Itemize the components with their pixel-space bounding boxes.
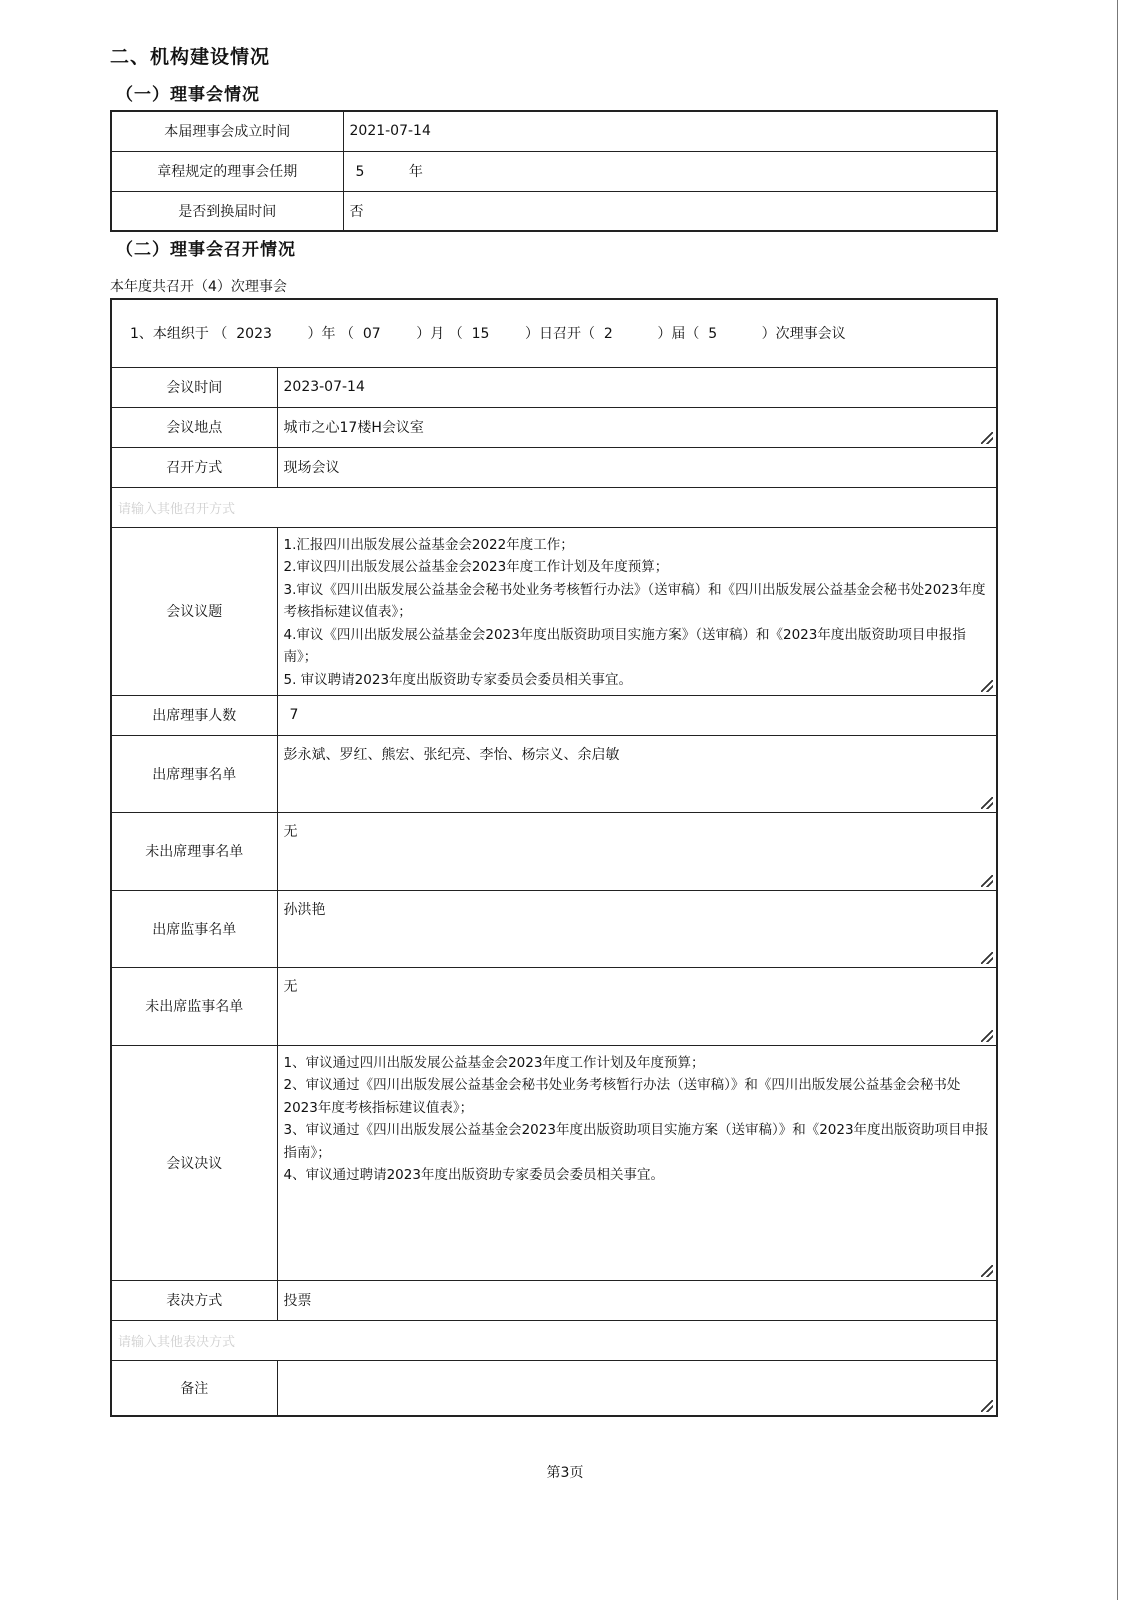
attendees-row <box>111 735 997 812</box>
absent-supervisors-value: 无 <box>283 978 298 995</box>
resize-handle-icon[interactable] <box>981 1030 993 1042</box>
board-established-row <box>111 111 997 151</box>
resize-handle-icon[interactable] <box>981 1265 993 1277</box>
resize-handle-icon[interactable] <box>981 432 993 444</box>
attendees-cell[interactable] <box>277 735 997 812</box>
meeting-time-label: 会议时间 <box>111 367 277 407</box>
attendees-label: 出席理事名单 <box>111 735 277 812</box>
resize-handle-icon[interactable] <box>981 952 993 964</box>
meeting-table <box>110 298 998 1417</box>
other-vote-row <box>111 1320 997 1360</box>
meeting-topics-label: 会议议题 <box>111 527 277 695</box>
other-vote-placeholder[interactable]: 请输入其他表决方式 <box>111 1320 997 1360</box>
absent-value: 无 <box>283 823 298 840</box>
board-reelection-row <box>111 191 997 231</box>
resolution-item: 1、审议通过四川出版发展公益基金会2023年度工作计划及年度预算； <box>283 1054 705 1071</box>
meeting-place-label: 会议地点 <box>111 407 277 447</box>
topic-item: 4.审议《四川出版发展公益基金会2023年度出版资助项目实施方案》（送审稿）和《2023年度出版资助项目申报指南》； <box>283 626 966 665</box>
absent-supervisors-label: 未出席监事名单 <box>111 967 277 1045</box>
board-term-label: 章程规定的理事会任期 <box>111 151 343 191</box>
board-info-table <box>110 110 998 232</box>
resize-handle-icon[interactable] <box>981 797 993 809</box>
meetings-subtitle: （二）理事会召开情况 <box>116 240 296 260</box>
other-mode-placeholder[interactable]: 请输入其他召开方式 <box>111 487 997 527</box>
resolution-item: 2、审议通过《四川出版发展公益基金会秘书处业务考核暂行办法（送审稿）》和《四川出版发展公益基金会秘书处2023年度考核指标建议值表》； <box>283 1077 961 1116</box>
topic-item: 3.审议《四川出版发展公益基金会秘书处业务考核暂行办法》（送审稿）和《四川出版发展公益基金会秘书处2023年度考核指标建议值表》； <box>283 581 986 620</box>
attendee-count-label: 出席理事人数 <box>111 695 277 735</box>
resize-handle-icon[interactable] <box>981 1400 993 1412</box>
vote-value[interactable]: 投票 <box>277 1280 997 1320</box>
other-mode-row <box>111 487 997 527</box>
meetings-summary: 本年度共召开（4）次理事会 <box>110 279 287 295</box>
board-term-row <box>111 151 997 191</box>
remark-cell[interactable] <box>277 1360 997 1416</box>
resize-handle-icon[interactable] <box>981 875 993 887</box>
absent-cell[interactable] <box>277 812 997 890</box>
meeting-mode-label: 召开方式 <box>111 447 277 487</box>
section-title: 二、机构建设情况 <box>110 46 271 68</box>
meeting-header-row <box>111 299 997 367</box>
meeting-place-row <box>111 407 997 447</box>
attendee-count-value[interactable]: 7 <box>277 695 997 735</box>
board-established-label: 本届理事会成立时间 <box>111 111 343 151</box>
meeting-mode-value[interactable]: 现场会议 <box>277 447 997 487</box>
resolutions-cell[interactable] <box>277 1045 997 1280</box>
remark-row <box>111 1360 997 1416</box>
resize-handle-icon[interactable] <box>981 680 993 692</box>
absent-row <box>111 812 997 890</box>
supervisors-row <box>111 890 997 967</box>
remark-label: 备注 <box>111 1360 277 1416</box>
topic-item: 1.汇报四川出版发展公益基金会2022年度工作； <box>283 536 574 553</box>
vote-row <box>111 1280 997 1320</box>
attendees-value: 彭永斌、罗红、熊宏、张纪亮、李怡、杨宗义、余启敏 <box>283 746 620 763</box>
absent-supervisors-row <box>111 967 997 1045</box>
board-established-value[interactable]: 2021-07-14 <box>343 111 997 151</box>
topic-item: 5. 审议聘请2023年度出版资助专家委员会委员相关事宜。 <box>283 671 633 688</box>
board-reelection-label: 是否到换届时间 <box>111 191 343 231</box>
board-reelection-value[interactable]: 否 <box>343 191 997 231</box>
topic-item: 2.审议四川出版发展公益基金会2023年度工作计划及年度预算； <box>283 559 669 575</box>
board-term-value[interactable]: 5 年 <box>343 151 997 191</box>
scan-edge-line <box>1117 0 1118 1600</box>
meeting-place-value: 城市之心17楼H会议室 <box>283 420 424 436</box>
meeting-topics-cell[interactable] <box>277 527 997 695</box>
absent-label: 未出席理事名单 <box>111 812 277 890</box>
resolutions-label: 会议决议 <box>111 1045 277 1280</box>
attendee-count-row <box>111 695 997 735</box>
meeting-mode-row <box>111 447 997 487</box>
meeting-header: 1、本组织于 （ 2023 ）年 （ 07 ）月 （ 15 ）日召开（ 2 ）届（ 5 ）次理事会议 <box>111 299 997 367</box>
page-number: 第3页 <box>546 1465 584 1481</box>
supervisors-value: 孙洪艳 <box>283 901 326 918</box>
vote-label: 表决方式 <box>111 1280 277 1320</box>
board-info-subtitle: （一）理事会情况 <box>116 85 260 105</box>
supervisors-label: 出席监事名单 <box>111 890 277 967</box>
meeting-time-row <box>111 367 997 407</box>
meeting-place-cell[interactable] <box>277 407 997 447</box>
meeting-topics-row <box>111 527 997 695</box>
meeting-time-value[interactable]: 2023-07-14 <box>277 367 997 407</box>
resolution-item: 4、审议通过聘请2023年度出版资助专家委员会委员相关事宜。 <box>283 1167 664 1183</box>
resolutions-row <box>111 1045 997 1280</box>
supervisors-cell[interactable] <box>277 890 997 967</box>
absent-supervisors-cell[interactable] <box>277 967 997 1045</box>
resolution-item: 3、审议通过《四川出版发展公益基金会2023年度出版资助项目实施方案（送审稿）》和《2023年度出版资助项目申报指南》； <box>283 1122 989 1161</box>
